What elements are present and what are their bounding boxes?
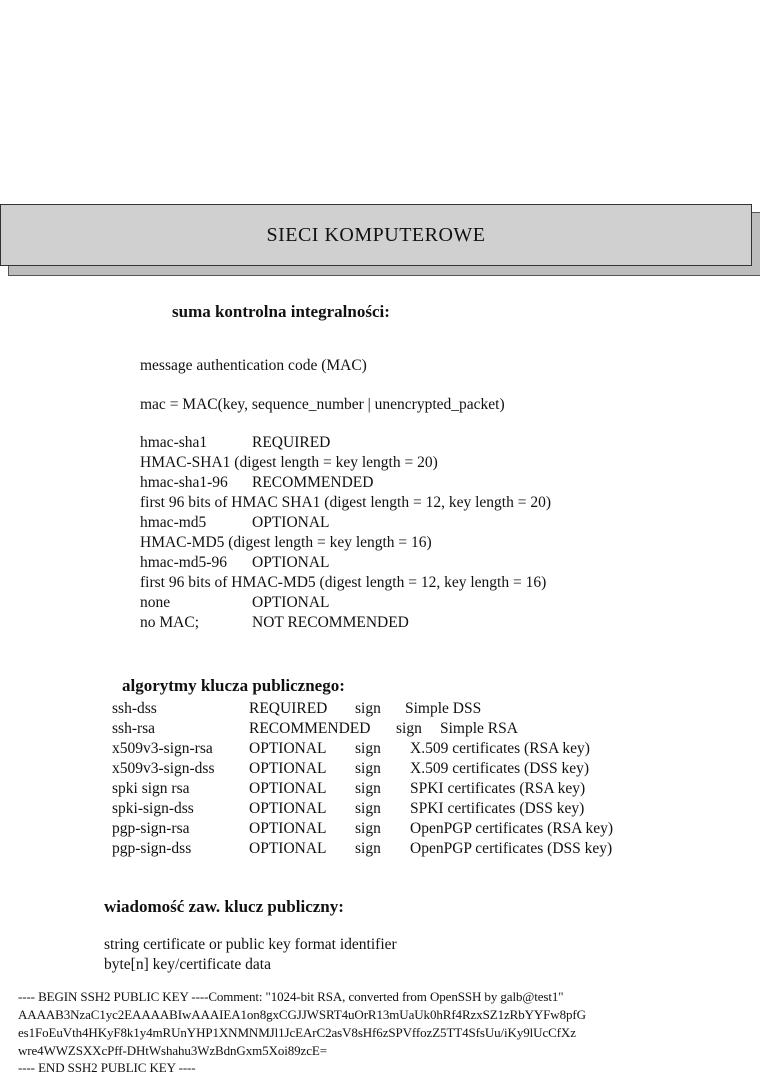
mac-name: none (140, 594, 171, 611)
algorithm-desc: Simple DSS (405, 700, 482, 717)
key-block-line: AAAAB3NzaC1yc2EAAAABIwAAAIEA1on8gxCGJJWSRT4uOrR13mUaUk0hRf4RzxSZ1zRbYYFw8pfG (18, 1007, 586, 1022)
algorithm-status: OPTIONAL (249, 760, 327, 777)
algorithm-op: sign (355, 760, 381, 777)
mac-formula: mac = MAC(key, sequence_number | unencrypted_packet) (140, 396, 505, 413)
mac-status: OPTIONAL (252, 594, 330, 611)
algorithm-status: OPTIONAL (249, 740, 327, 757)
mac-detail: HMAC-SHA1 (digest length = key length = 20) (140, 454, 438, 471)
mac-detail: first 96 bits of HMAC-MD5 (digest length = 12, key length = 16) (140, 574, 547, 591)
key-block-line: es1FoEuVth4HKyF8k1y4mRUnYHP1XNMNMJl1JcEArC2asV8sHf6zSPVffozZ5TT4SfsUu/iKy9lUcCfXz (18, 1025, 576, 1040)
section-heading-public-key-message: wiadomość zaw. klucz publiczny: (104, 897, 344, 916)
mac-name: hmac-sha1 (140, 434, 208, 451)
algorithm-desc: OpenPGP certificates (RSA key) (410, 820, 614, 837)
mac-detail: HMAC-MD5 (digest length = key length = 16) (140, 534, 432, 551)
algorithm-op: sign (355, 820, 381, 837)
message-field: string certificate or public key format identifier (104, 936, 397, 953)
mac-status: RECOMMENDED (252, 474, 374, 491)
algorithm-op: sign (355, 740, 381, 757)
algorithm-status: OPTIONAL (249, 820, 327, 837)
mac-detail: first 96 bits of HMAC SHA1 (digest length = 12, key length = 20) (140, 494, 551, 511)
algorithm-status: RECOMMENDED (249, 720, 371, 737)
algorithm-op: sign (355, 840, 381, 857)
algorithm-status: REQUIRED (249, 700, 328, 717)
algorithm-op: sign (355, 780, 381, 797)
algorithm-op: sign (355, 700, 381, 717)
algorithm-desc: Simple RSA (440, 720, 518, 737)
page-title: SIECI KOMPUTEROWE (266, 223, 486, 246)
key-block-line: ---- BEGIN SSH2 PUBLIC KEY ----Comment: "1024-bit RSA, converted from OpenSSH by galb@test1" (18, 989, 564, 1004)
algorithm-desc: X.509 certificates (DSS key) (410, 760, 590, 777)
title-banner (0, 204, 752, 266)
algorithm-name: pgp-sign-rsa (112, 820, 190, 837)
algorithm-name: spki sign rsa (112, 780, 190, 797)
algorithm-status: OPTIONAL (249, 780, 327, 797)
key-block-line: wre4WWZSXXcPff-DHtWshahu3WzBdnGxm5Xoi89zcE= (18, 1043, 327, 1058)
mac-status: OPTIONAL (252, 554, 330, 571)
section-heading-integrity: suma kontrolna integralności: (172, 302, 390, 321)
algorithm-name: spki-sign-dss (112, 800, 194, 817)
algorithm-op: sign (355, 800, 381, 817)
algorithm-name: pgp-sign-dss (112, 840, 192, 857)
algorithm-name: x509v3-sign-rsa (112, 740, 213, 757)
section-heading-public-key-algorithms: algorytmy klucza publicznego: (122, 676, 345, 695)
algorithm-desc: SPKI certificates (DSS key) (410, 800, 585, 817)
mac-name: hmac-md5-96 (140, 554, 227, 571)
message-field: byte[n] key/certificate data (104, 956, 271, 973)
mac-definition: message authentication code (MAC) (140, 357, 367, 374)
algorithm-desc: X.509 certificates (RSA key) (410, 740, 590, 757)
algorithm-status: OPTIONAL (249, 840, 327, 857)
algorithm-op: sign (396, 720, 422, 737)
mac-status: REQUIRED (252, 434, 331, 451)
algorithm-name: ssh-dss (112, 700, 157, 717)
algorithm-name: ssh-rsa (112, 720, 156, 737)
mac-name: hmac-sha1-96 (140, 474, 228, 491)
algorithm-desc: SPKI certificates (RSA key) (410, 780, 586, 797)
algorithm-name: x509v3-sign-dss (112, 760, 215, 777)
mac-name: no MAC; (140, 614, 199, 631)
mac-name: hmac-md5 (140, 514, 207, 531)
mac-status: OPTIONAL (252, 514, 330, 531)
mac-status: NOT RECOMMENDED (252, 614, 409, 631)
algorithm-desc: OpenPGP certificates (DSS key) (410, 840, 613, 857)
key-block-line: ---- END SSH2 PUBLIC KEY ---- (18, 1060, 196, 1075)
algorithm-status: OPTIONAL (249, 800, 327, 817)
